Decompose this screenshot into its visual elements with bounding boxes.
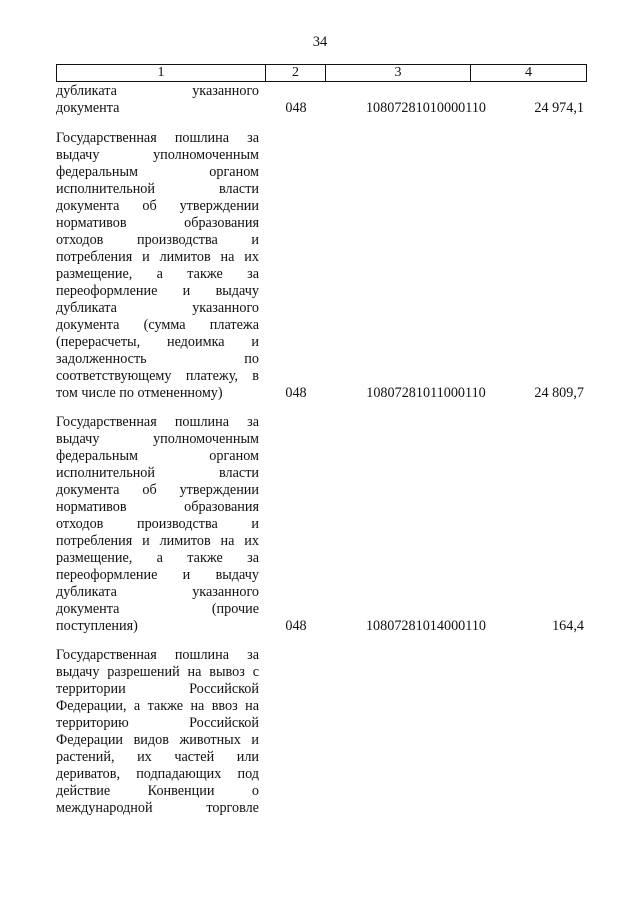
description-line: документа — [56, 100, 120, 116]
row-description — [56, 130, 259, 402]
description-line: действие Конвенции о — [56, 783, 259, 799]
description-line: исполнительной власти — [56, 181, 259, 197]
description-line: Государственная пошлина за — [56, 414, 259, 430]
description-line: потребления и лимитов на их — [56, 533, 259, 549]
description-line: отходов производства и — [56, 516, 259, 532]
description-line: выдачу уполномоченным — [56, 147, 259, 163]
description-line: территории Российской — [56, 681, 259, 697]
description-line: поступления) — [56, 618, 138, 634]
description-line: выдачу разрешений на вывоз с — [56, 664, 259, 680]
description-line: соответствующему платежу, в — [56, 368, 259, 384]
page-number: 34 — [312, 34, 328, 50]
column-number-header — [56, 64, 587, 82]
description-line: Федерации видов животных и — [56, 732, 259, 748]
description-line: (перерасчеты, недоимка и — [56, 334, 259, 350]
column-2-number: 2 — [266, 65, 326, 82]
admin-code: 048 — [285, 618, 307, 634]
description-line: дубликата указанного — [56, 300, 259, 316]
description-line: дериватов, подпадающих под — [56, 766, 259, 782]
description-line: федеральным органом — [56, 164, 259, 180]
description-line: том числе по отмененному) — [56, 385, 223, 401]
table-row — [56, 414, 586, 635]
description-line: отходов производства и — [56, 232, 259, 248]
description-line: нормативов образования — [56, 215, 259, 231]
description-line: переоформление и выдачу — [56, 567, 259, 583]
column-3-number: 3 — [326, 65, 471, 82]
table-row — [56, 647, 586, 817]
admin-code: 048 — [285, 385, 307, 401]
description-line: дубликата указанного — [56, 83, 259, 99]
description-line: Государственная пошлина за — [56, 647, 259, 663]
column-1-number: 1 — [57, 65, 266, 82]
description-line: документа (прочие — [56, 601, 259, 617]
description-line: дубликата указанного — [56, 584, 259, 600]
description-line: переоформление и выдачу — [56, 283, 259, 299]
amount: 24 974,1 — [534, 100, 584, 116]
description-line: федеральным органом — [56, 448, 259, 464]
amount: 164,4 — [552, 618, 584, 634]
budget-classification-code: 10807281014000110 — [365, 618, 487, 634]
table-row — [56, 83, 586, 117]
description-line: растений, их частей или — [56, 749, 259, 765]
description-line: размещение, а также за — [56, 266, 259, 282]
description-line: выдачу уполномоченным — [56, 431, 259, 447]
budget-classification-code: 10807281011000110 — [366, 385, 486, 401]
description-line: размещение, а также за — [56, 550, 259, 566]
admin-code: 048 — [285, 100, 307, 116]
budget-classification-code: 10807281010000110 — [365, 100, 487, 116]
description-line: нормативов образования — [56, 499, 259, 515]
description-line: документа об утверждении — [56, 198, 259, 214]
column-4-number: 4 — [471, 65, 587, 82]
table-row — [56, 130, 586, 402]
amount: 24 809,7 — [534, 385, 584, 401]
description-line: документа (сумма платежа — [56, 317, 259, 333]
description-line: задолженность по — [56, 351, 259, 367]
description-line: документа об утверждении — [56, 482, 259, 498]
description-line: исполнительной власти — [56, 465, 259, 481]
row-description — [56, 83, 259, 117]
description-line: международной торговле — [56, 800, 259, 816]
description-line: территорию Российской — [56, 715, 259, 731]
description-line: потребления и лимитов на их — [56, 249, 259, 265]
row-description — [56, 414, 259, 635]
description-line: Государственная пошлина за — [56, 130, 259, 146]
row-description — [56, 647, 259, 817]
description-line: Федерации, а также на ввоз на — [56, 698, 259, 714]
